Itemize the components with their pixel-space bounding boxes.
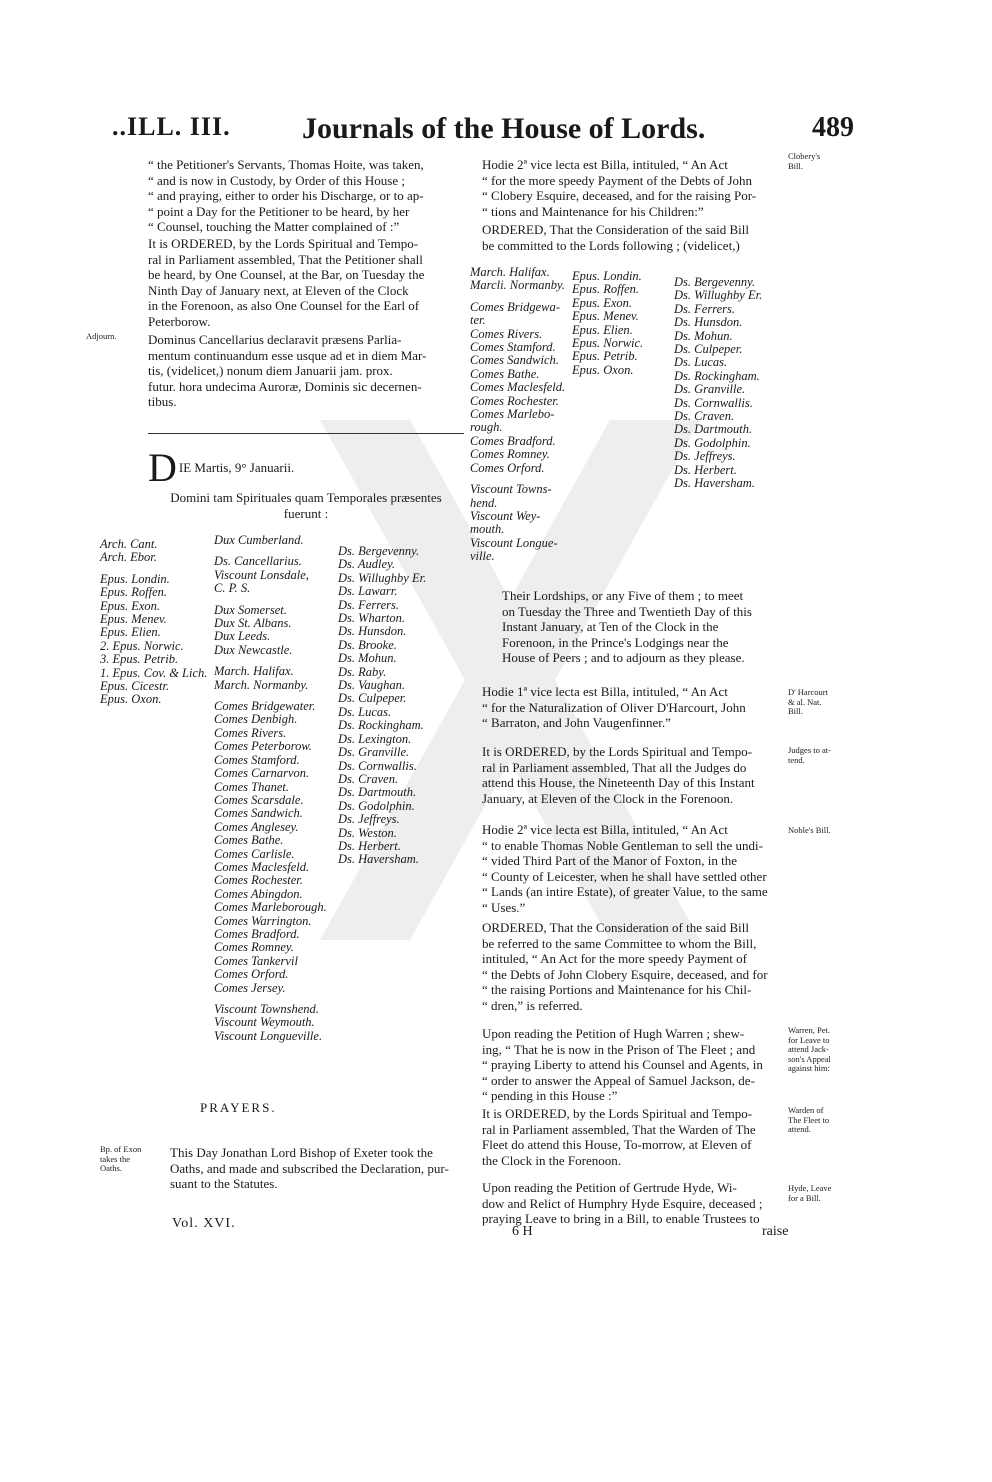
list-item: Comes Maclesfeld. [470,380,566,395]
list-item: Ds. Willughby Er. [674,288,763,303]
order-hearing: It is ORDERED, by the Lords Spiritual and Tempo- ral in Parliament assembled, That the Petitioner shall be heard, by One Counsel, at the Bar, on Tuesday the Ninth Day of January next, at Eleven of the Clock in the Forenoon, as also One Counsel for the Earl of Peterborow. [148,236,425,329]
list-item: ter. [470,313,486,328]
list-item: Epus. Elien. [572,322,633,337]
list-item: Viscount Wey- [470,508,541,523]
volume-footer: Vol. XVI. [172,1216,236,1231]
sitting-date-text: IE Martis, 9° Januarii. [178,460,295,475]
list-item: Ds. Ferrers. [674,301,735,316]
list-item: March. Halifax. [470,265,550,279]
judges-margin-note: Judges to at- tend. [788,745,831,765]
list-item: Ds. Rockingham. [338,718,424,733]
journal-title: Journals of the House of Lords. [302,112,706,145]
list-item: Ds. Culpeper. [338,691,407,706]
list-item: March. Normanby. [214,677,309,692]
list-item: Ds. Jeffreys. [338,812,400,827]
warren-petition-text: Upon reading the Petition of Hugh Warren ; shew- ing, “ That he is now in the Prison of The Fleet ; and “ praying Liberty to attend his Counsel and Agents, in “ order to answer the Appeal of Samuel Jackson, de- “ pending in this House :” [482,1026,763,1103]
noble-margin-note: Noble's Bill. [788,825,831,835]
list-item: Ds. Haversham. [674,476,755,491]
list-item: March. Halifax. [214,664,294,679]
warren-margin-note: Warren, Pet. for Leave to attend Jack- son's Appeal against him: [788,1025,831,1073]
list-item: Comes Maclesfeld. [214,859,310,874]
list-item: Ds. Cancellarius. [214,554,302,569]
volume-label: ..ILL. III. [112,112,231,141]
list-item: Ds. Granville. [674,382,746,397]
list-item: Epus. Menev. [100,612,167,627]
list-item: Ds. Hunsdon. [674,315,743,330]
committee-bishops [572,270,672,377]
prayers-heading: PRAYERS. [200,1100,277,1115]
list-item: Ds. Vaughan. [338,678,406,693]
drop-capital: D [148,445,177,490]
list-item: Comes Thanet. [214,779,289,794]
sitting-date [148,445,464,490]
list-item: Ds. Weston. [338,825,397,840]
committee-barons [674,276,784,491]
signature-mark: 6 H [512,1224,533,1239]
list-item: Ds. Raby. [338,664,387,679]
list-item: Ds. Jeffreys. [674,449,736,464]
list-item: Ds. Haversham. [338,852,419,867]
list-item: Epus. Exon. [572,295,633,310]
list-item: Epus. Cicestr. [100,679,170,694]
list-item: Dux St. Albans. [214,616,292,631]
petition-tail: “ the Petitioner's Servants, Thomas Hoite, was taken, “ and is now in Custody, by Order of this House ; “ and praying, either to order his Discharge, or to ap- “ point a Day for the Petitioner to be heard, by her “ Counsel, touching the Matter complained of :” [148,157,424,234]
list-item: Ds. Cornwallis. [674,395,753,410]
list-item: Ds. Godolphin. [674,435,751,450]
hyde-margin-note: Hyde, Leave for a Bill. [788,1183,832,1203]
list-item: Epus. Roffen. [100,585,168,600]
list-item: Comes Romney. [214,940,294,955]
committee-temporal [470,266,570,564]
list-item: Ds. Lawarr. [338,584,398,599]
list-item: Epus. Petrib. [572,349,638,364]
attendance-heading: Domini tam Spirituales quam Temporales præsentes fuerunt : [170,490,442,521]
list-item: Ds. Lucas. [674,355,728,370]
list-item: Comes Romney. [470,447,550,462]
list-item: Comes Bradford. [470,433,556,448]
list-item: Ds. Granville. [338,745,410,760]
list-item: Ds. Herbert. [674,462,737,477]
list-item: Viscount Townshend. [214,1002,319,1016]
list-item: Ds. Craven. [338,771,399,786]
list-item: Ds. Audley. [338,557,396,572]
list-item: Ds. Cornwallis. [338,758,417,773]
list-item: Comes Rochester. [214,873,303,888]
harcourt-bill-text: Hodie 1ª vice lecta est Billa, intituled, “ An Act “ for the Naturalization of Oliver D'Harcourt, John “ Barraton, and John Vaugenfinner.” [482,684,746,730]
list-item: Ds. Wharton. [338,611,406,626]
list-item: Ds. Mohun. [338,651,397,666]
list-item: Comes Jersey. [214,980,286,995]
list-item: Ds. Ferrers. [338,597,399,612]
list-item: Ds. Lucas. [338,704,392,719]
list-item: C. P. S. [214,581,251,596]
list-item: Epus. Norwic. [572,336,644,351]
noble-referral-order: ORDERED, That the Consideration of the said Bill be referred to the same Committee to whom the Bill, intituled, “ An Act for the more speedy Payment of “ the Debts of John Clobery Esquire, deceased, and for “ the raising Portions and Maintenance for his Chil- “ dren,” is referred. [482,920,768,1013]
list-item: Comes Sandwich. [470,353,559,368]
page-number: 489 [812,112,854,143]
list-item: Epus. Oxon. [100,692,162,707]
list-item: Ds. Hunsdon. [338,624,407,639]
list-item: Ds. Herbert. [338,838,401,853]
list-item: Dux Somerset. [214,602,287,617]
clobery-bill-text: Hodie 2ª vice lecta est Billa, intituled, “ An Act “ for the more speedy Payment of the Debts of John “ Clobery Esquire, deceased, and for the raising Por- “ tions and Maintenance for his Children:” [482,157,757,219]
noble-bill-text: Hodie 2ª vice lecta est Billa, intituled, “ An Act “ to enable Thomas Noble Gentleman to sell the undi- “ vided Third Part of the Manor of Foxton, in the “ County of Leicester, when he shall have settled other “ Lands (an intire Estate), of greater Value, to the same “ Uses.” [482,822,768,915]
list-item: hend. [470,495,498,510]
list-item: Comes Orford. [470,460,545,475]
list-item: Dux Leeds. [214,629,271,644]
hyde-petition-text: Upon reading the Petition of Gertrude Hyde, Wi- dow and Relict of Humphry Hyde Esquire, deceased ; praying Leave to bring in a Bill, to enable Trustees to [482,1180,763,1226]
list-item: Ds. Craven. [674,409,735,424]
list-item: Ds. Bergevenny. [674,275,756,289]
list-item: Comes Tankervil [214,953,298,968]
clobery-margin-note: Clobery's Bill. [788,151,821,171]
list-item: 1. Epus. Cov. & Lich. [100,665,208,680]
list-item: Ds. Lexington. [338,731,412,746]
list-item: rough. [470,420,503,435]
list-item: Arch. Ebor. [100,550,157,565]
harcourt-margin-note: D' Harcourt & al. Nat. Bill. [788,687,829,716]
adjourn-margin-note: Adjourn. [86,331,117,341]
list-item: Epus. Exon. [100,598,161,613]
attendance-temporal [214,534,338,1043]
list-item: Comes Peterborow. [214,739,312,754]
list-item: Ds. Mohun. [674,328,733,343]
list-item: Comes Rivers. [214,725,287,740]
catchword: raise [762,1224,789,1239]
list-item: 2. Epus. Norwic. [100,638,184,653]
list-item: Epus. Oxon. [572,362,634,377]
list-item: Epus. Londin. [572,269,642,283]
exon-margin-note: Bp. of Exon takes the Oaths. [100,1144,142,1173]
section-rule [148,433,464,434]
attendance-barons [338,545,464,867]
list-item: Ds. Brooke. [338,637,397,652]
list-item: Ds. Culpeper. [674,342,743,357]
list-item: Comes Marlebo- [470,407,555,422]
list-item: Epus. Roffen. [572,282,640,297]
list-item: Ds. Willughby Er. [338,570,427,585]
adjourn-text: Dominus Cancellarius declaravit præsens Parlia- mentum continuandum esse usque ad et in diem Mar- tis, (videlicet,) nonum diem Januarii jam. prox. futur. hora undecima Auroræ, Dominis sic decernen- tibus. [148,332,427,409]
list-item: Comes Scarsdale. [214,792,304,807]
list-item: Dux Newcastle. [214,642,293,657]
list-item: mouth. [470,522,505,537]
list-item: Dux Cumberland. [214,533,304,547]
attendance-bishops [100,538,210,707]
list-item: Marcli. Normanby. [470,278,566,293]
list-item: Ds. Rockingham. [674,368,760,383]
list-item: Comes Sandwich. [214,806,303,821]
list-item: Viscount Lonsdale, [214,567,309,582]
list-item: 3. Epus. Petrib. [100,652,179,667]
list-item: Ds. Dartmouth. [338,785,417,800]
list-item: Comes Stamford. [470,340,556,355]
list-item: Ds. Godolphin. [338,798,415,813]
list-item: Viscount Longue- [470,535,558,550]
list-item: Comes Bridgewater. [214,699,316,714]
list-item: Epus. Elien. [100,625,161,640]
list-item: Comes Denbigh. [214,712,298,727]
list-item: Viscount Weymouth. [214,1015,315,1030]
fleet-order-text: It is ORDERED, by the Lords Spiritual and Tempo- ral in Parliament assembled, That the Warden of The Fleet do attend this House, To-morrow, at Eleven of the Clock in the Forenoon. [482,1106,756,1168]
list-item: Comes Carlisle. [214,846,295,861]
list-item: ville. [470,549,495,564]
list-item: Comes Bathe. [214,833,284,848]
list-item: Comes Bathe. [470,366,540,381]
list-item: Comes Bradford. [214,926,300,941]
list-item: Comes Rivers. [470,326,543,341]
meeting-text: Their Lordships, or any Five of them ; to meet on Tuesday the Three and Twentieth Day of this Instant January, at Ten of the Clock in the Forenoon, in the Prince's Lodgings near the House of Peers ; and to adjourn as they please. [502,588,752,665]
list-item: Viscount Longueville. [214,1028,323,1043]
list-item: Comes Abingdon. [214,886,303,901]
list-item: Ds. Dartmouth. [674,422,753,437]
list-item: Ds. Bergevenny. [338,544,420,558]
list-item: Comes Stamford. [214,752,300,767]
list-item: Comes Orford. [214,967,289,982]
list-item: Comes Marleborough. [214,900,327,915]
list-item: Comes Rochester. [470,393,559,408]
list-item: Comes Anglesey. [214,819,299,834]
list-item: Comes Warrington. [214,913,312,928]
committee-order: ORDERED, That the Consideration of the said Bill be committed to the Lords following ; (videlicet,) [482,222,749,253]
list-item: Epus. Londin. [100,571,170,586]
exon-oaths-text: This Day Jonathan Lord Bishop of Exeter took the Oaths, and made and subscribed the Declaration, pur- suant to the Statutes. [170,1145,449,1191]
list-item: Comes Bridgewa- [470,299,560,314]
list-item: Epus. Menev. [572,309,639,324]
list-item: Comes Carnarvon. [214,766,310,781]
list-item: Arch. Cant. [100,537,158,551]
fleet-margin-note: Warden of The Fleet to attend. [788,1105,830,1134]
list-item: Viscount Towns- [470,482,552,497]
judges-order-text: It is ORDERED, by the Lords Spiritual and Tempo- ral in Parliament assembled, That all the Judges do attend this House, the Nineteenth Day of this Instant January, at Eleven of the Clock in the Forenoon. [482,744,755,806]
